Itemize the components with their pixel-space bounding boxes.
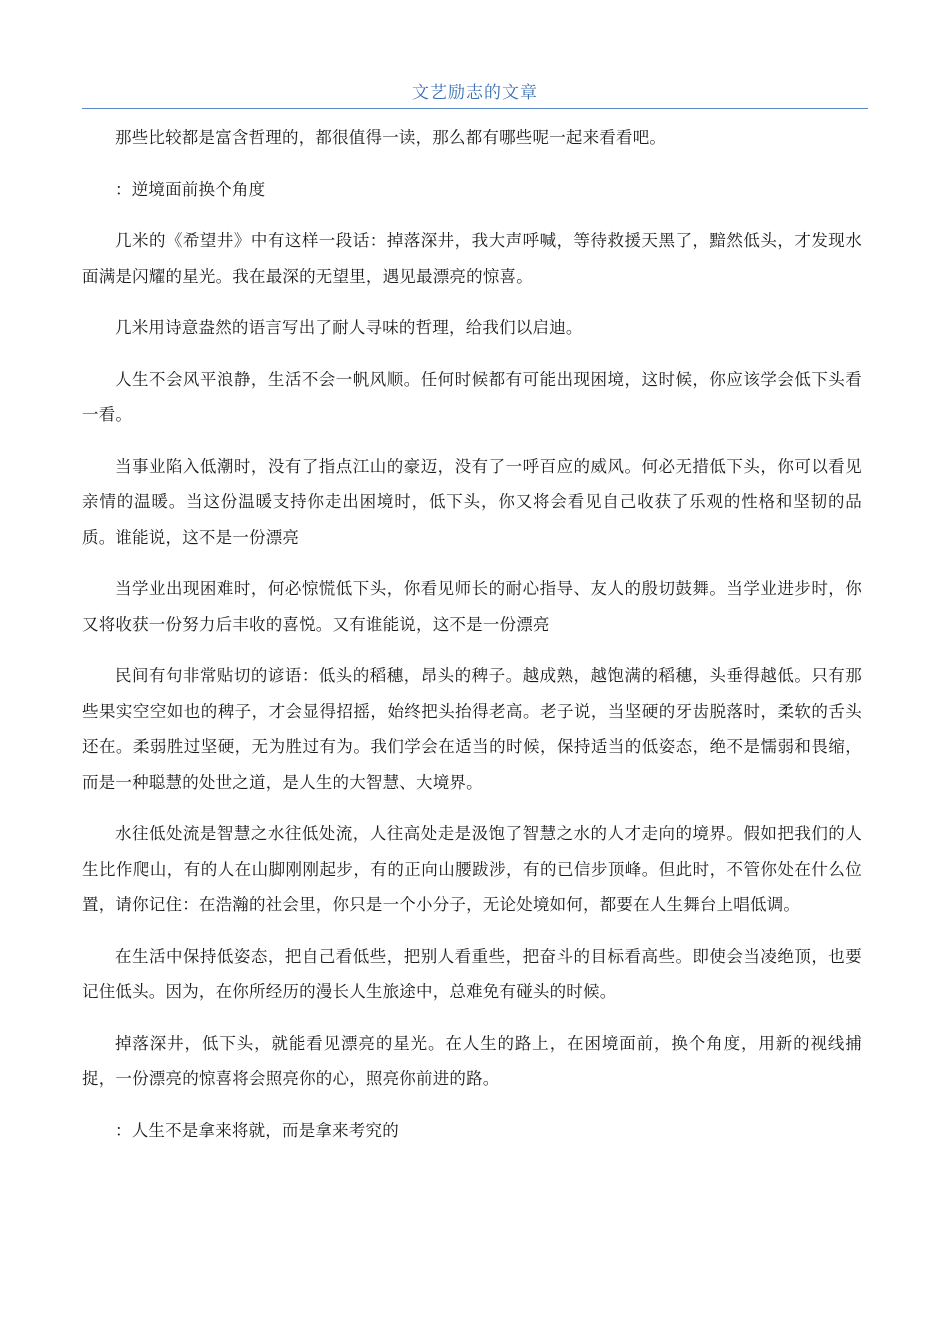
- paragraph: 人生不会风平浪静，生活不会一帆风顺。任何时候都有可能出现困境，这时候，你应该学会低下头看一看。: [82, 369, 862, 424]
- paragraph: 民间有句非常贴切的谚语：低头的稻穗，昂头的稗子。越成熟，越饱满的稻穗，头垂得越低。只有那些果实空空如也的稗子，才会显得招摇，始终把头抬得老高。老子说，当坚硬的牙齿脱落时，柔软的舌头还在。柔弱胜过坚硬，无为胜过有为。我们学会在适当的时候，保持适当的低姿态，绝不是懦弱和畏缩，而是一种聪慧的处世之道，是人生的大智慧、大境界。: [82, 666, 862, 792]
- paragraph: 当事业陷入低潮时，没有了指点江山的豪迈，没有了一呼百应的威风。何必无措低下头，你可以看见亲情的温暖。当这份温暖支持你走出困境时，低下头，你又将会看见自己收获了乐观的性格和坚韧的品质。谁能说，这不是一份漂亮: [82, 456, 862, 547]
- paragraph: 当学业出现困难时，何必惊慌低下头，你看见师长的耐心指导、友人的殷切鼓舞。当学业进步时，你又将收获一份努力后丰收的喜悦。又有谁能说，这不是一份漂亮: [82, 579, 862, 634]
- paragraph: 在生活中保持低姿态，把自己看低些，把别人看重些，把奋斗的目标看高些。即使会当凌绝顶，也要记住低头。因为，在你所经历的漫长人生旅途中，总难免有碰头的时候。: [82, 946, 862, 1001]
- paragraph: 掉落深井，低下头，就能看见漂亮的星光。在人生的路上，在困境面前，换个角度，用新的视线捕捉，一份漂亮的惊喜将会照亮你的心，照亮你前进的路。: [82, 1033, 862, 1088]
- document-title: 文艺励志的文章: [412, 83, 538, 103]
- section-heading: ：逆境面前换个角度: [115, 179, 266, 199]
- section-heading: ：人生不是拿来将就，而是拿来考究的: [115, 1120, 399, 1140]
- paragraph: 几米用诗意盎然的语言写出了耐人寻味的哲理，给我们以启迪。: [115, 318, 583, 337]
- paragraph: 几米的《希望井》中有这样一段话：掉落深井，我大声呼喊，等待救援天黑了，黯然低头，才发现水面满是闪耀的星光。我在最深的无望里，遇见最漂亮的惊喜。: [82, 231, 862, 286]
- page-header: [82, 78, 868, 109]
- article-body: [82, 120, 862, 1164]
- paragraph: 水往低处流是智慧之水往低处流，人往高处走是汲饱了智慧之水的人才走向的境界。假如把我们的人生比作爬山，有的人在山脚刚刚起步，有的正向山腰跋涉，有的已信步顶峰。但此时，不管你处在什么位置，请你记住：在浩瀚的社会里，你只是一个小分子，无论处境如何，都要在人生舞台上唱低调。: [82, 824, 862, 914]
- paragraph: 那些比较都是富含哲理的，都很值得一读，那么都有哪些呢一起来看看吧。: [115, 128, 667, 147]
